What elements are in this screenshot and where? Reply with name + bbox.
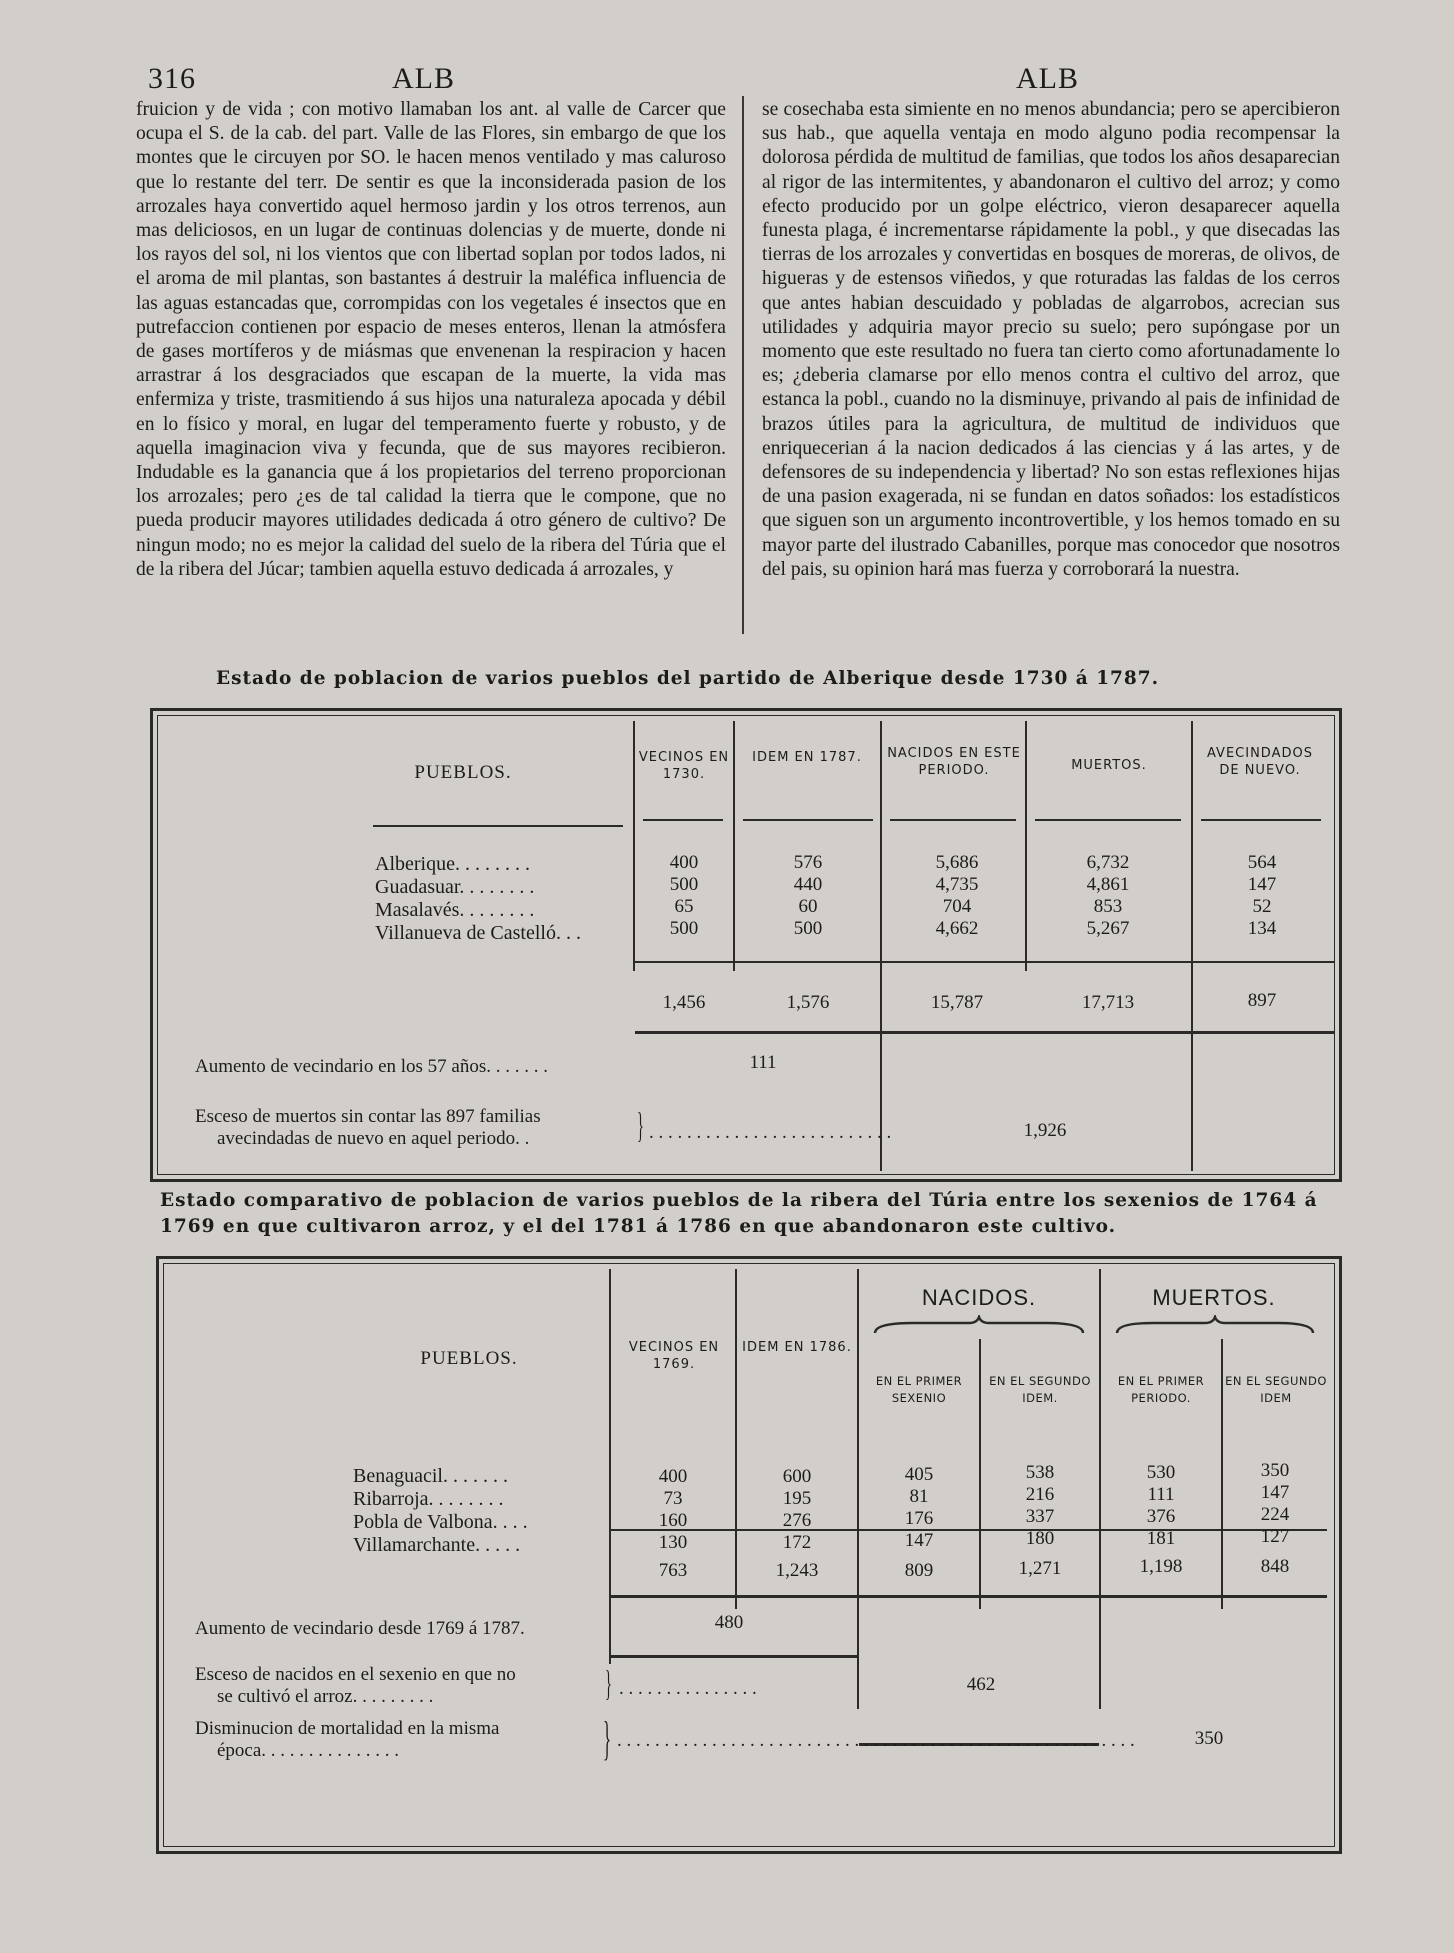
table2-esceso-dots: . . . . . . . . . . . . . . . (619, 1678, 757, 1699)
table2-cell-mue1: 181 (1146, 1528, 1176, 1549)
table2-header-nac-segun: EN EL SEGUNDO IDEM. (989, 1374, 1091, 1405)
table2-aumento-label: Aumento de vecindario desde 1769 á 1787. (195, 1618, 525, 1639)
table2-header-pueblos: PUEBLOS. (420, 1348, 518, 1369)
table1-header-rule (373, 825, 623, 827)
table2-brace-nacidos (873, 1315, 1085, 1337)
table1-cell-idem: 576 (793, 852, 823, 873)
table2-esceso-line1: Esceso de nacidos en el sexenio en que no (195, 1664, 516, 1685)
table2-header-mue-segun: EN EL SEGUNDO IDEM (1225, 1374, 1327, 1405)
table2-cell-nac1: 147 (904, 1530, 934, 1551)
table1-cell-muertos: 853 (1093, 896, 1123, 917)
table1-vline (1025, 721, 1027, 971)
table2-aumento-value: 480 (714, 1612, 744, 1633)
table2-rule (611, 1655, 857, 1658)
table1-header-vecinos: VECINOS EN 1730. (638, 750, 730, 782)
table1-cell-avecindados: 147 (1247, 874, 1277, 895)
table1-header-rule (743, 819, 873, 821)
table1-row-pueblo: Alberique. . . . . . . . (375, 853, 530, 875)
table1-cell-avecindados: 564 (1247, 852, 1277, 873)
table2-cell-idem: 172 (782, 1532, 812, 1553)
table2-row-pueblo: Pobla de Valbona. . . . (353, 1511, 528, 1533)
table2-cell-nac1: 81 (909, 1486, 929, 1507)
table1-cell-avecindados: 134 (1247, 918, 1277, 939)
table1-cell-idem: 500 (793, 918, 823, 939)
table1-rule (635, 1031, 1335, 1034)
table1-cell-vecinos: 500 (669, 874, 699, 895)
running-head-right: ALB (1016, 62, 1079, 95)
table2-dismin-line1: Disminucion de mortalidad en la misma (195, 1718, 500, 1739)
table1-header-avecindados: AVECINDADOS DE NUEVO. (1207, 746, 1313, 778)
table1-esceso-line2: avecindadas de nuevo en aquel periodo. . (217, 1128, 530, 1149)
table1-cell-vecinos: 65 (674, 896, 694, 917)
table1-header-rule (1201, 819, 1321, 821)
table2-row-pueblo: Benaguacil. . . . . . . (353, 1465, 508, 1487)
table1-cell-avecindados: 52 (1252, 896, 1272, 917)
table2-total-mue1: 1,198 (1139, 1556, 1183, 1577)
table2-header-vecinos: VECINOS EN 1769. (628, 1340, 720, 1372)
table2-header-nacidos: NACIDOS. (921, 1285, 1037, 1310)
running-head-left: ALB (392, 62, 455, 95)
table1-row-pueblo: Masalavés. . . . . . . . (375, 899, 535, 921)
table1-total-vecinos: 1,456 (662, 992, 706, 1013)
table2-cell-mue1: 376 (1146, 1506, 1176, 1527)
table1-vline (1191, 721, 1193, 1171)
table1-header-pueblos: PUEBLOS. (414, 762, 512, 783)
table1-header-nacidos: NACIDOS EN ESTE PERIODO. (887, 746, 1021, 778)
table2-cell-mue1: 530 (1146, 1462, 1176, 1483)
table1-rule (635, 961, 1335, 963)
table2-dismin-dots: . . . . . . . . . . . . . . . . . . . . . . . . . . . . . . . . . . . . . . . . . . . . . . . . . . . . . . . (617, 1730, 1135, 1751)
table2-cell-vecinos: 130 (658, 1532, 688, 1553)
paragraph-right: se cosechaba esta simiente en no menos abundancia; pero se apercibieron sus hab., que aquella ventaja en modo alguno podia recompensar la dolorosa pérdida de multitud de familias, que todos los años desaparecian al rigor de las intermitentes, y abandonaron el cultivo del arroz; y como efecto producido por un golpe eléctrico, vieron desaparecer aquella funesta plaga, é incrementarse rápidamente la pobl., y que disecadas las tierras de los arrozales y convertidas en bosques de moreras, de olivos, de higueras y de estensos viñedos, y que roturadas las faldas de los cerros que antes habian descuidado y pobladas de algarrobos, acrecian sus utilidades y adquiria mayor precio su suelo; pero supóngase por un momento que este resultado no fuera tan cierto como afortunadamente lo es; ¿deberia clamarse por ello menos contra el cultivo del arroz, que estanca la pobl., cuando no la disminuye, privando al pais de infinidad de brazos útiles para la agricultura, de multitud de individuos que enriquecerian á la nacion dedicados á las ciencias y á las artes, y de defensores de su independencia y libertad? No son estas reflexiones hijas de una pasion exagerada, ni se fundan en datos soñados: los estadísticos que siguen son un argumento incontrovertible, y los hemos tomado en su mayor parte del ilustrado Cabanilles, porque mas conocedor que nosotros del pais, su opinion hará mas fuerza y corroborará la nuestra. (762, 99, 1340, 580)
table2-row-pueblo: Villamarchante. . . . . (353, 1534, 521, 1556)
table2-title: Estado comparativo de poblacion de varios pueblos de la ribera del Túria entre los sexenios de 1764 á 1769 en que cultivaron arroz, y el del 1781 á 1786 en que abandonaron este cultivo. (160, 1190, 1318, 1237)
table1-total-muertos: 17,713 (1081, 992, 1135, 1013)
table2-row-pueblo: Ribarroja. . . . . . . . (353, 1488, 504, 1510)
table2-header-idem: IDEM EN 1786. (742, 1340, 852, 1355)
table2-cell-idem: 276 (782, 1510, 812, 1531)
table2-dismin-line2: época. . . . . . . . . . . . . . . (217, 1740, 400, 1761)
table1-header-rule (643, 819, 723, 821)
table1-cell-vecinos: 400 (669, 852, 699, 873)
table2-cell-mue2: 224 (1260, 1504, 1290, 1525)
table1-vline (733, 721, 735, 971)
table2-total-vecinos: 763 (658, 1560, 688, 1581)
table2-cell-mue2: 147 (1260, 1482, 1290, 1503)
table2-cell-nac1: 176 (904, 1508, 934, 1529)
table2-cell-nac2: 216 (1025, 1484, 1055, 1505)
table2-cell-mue2: 127 (1260, 1526, 1290, 1547)
table1-vline (880, 721, 882, 1171)
table2-brace-muertos (1115, 1315, 1315, 1337)
column-divider (742, 96, 744, 634)
table2-dismin-value: 350 (1194, 1728, 1224, 1749)
table2-cell-nac2: 337 (1025, 1506, 1055, 1527)
table1-cell-nacidos: 5,686 (935, 852, 979, 873)
table2-total-nac1: 809 (904, 1560, 934, 1581)
table1-title: Estado de poblacion de varios pueblos del partido de Alberique desde 1730 á 1787. (216, 668, 1160, 689)
table1-row-pueblo: Villanueva de Castelló. . . (375, 922, 581, 944)
table1-esceso-brace: } (637, 1105, 644, 1145)
table1-cell-nacidos: 4,735 (935, 874, 979, 895)
table2-total-idem: 1,243 (775, 1560, 819, 1581)
table2-total-nac2: 1,271 (1018, 1558, 1062, 1579)
table2-cell-vecinos: 160 (658, 1510, 688, 1531)
table2-vline (735, 1269, 737, 1609)
table1-cell-nacidos: 704 (942, 896, 972, 917)
text-column-right (762, 98, 1340, 582)
table1-cell-vecinos: 500 (669, 918, 699, 939)
table1-frame (150, 708, 1342, 1182)
table1-aumento-value: 111 (749, 1052, 777, 1073)
table2-esceso-brace: } (605, 1663, 612, 1703)
paragraph-left: fruicion y de vida ; con motivo llamaban los ant. al valle de Carcer que ocupa el S. de la cab. del part. Valle de las Flores, sin embargo de que los montes que le circuyen por SO. le hacen menos ventilado y mas caluroso que lo restante del terr. De sentir es que la inconsiderada pasion de los arrozales haya convertido aquel hermoso jardin y los otros terrenos, aun mas deliciosos, en un lugar de continuas dolencias y de muerte, donde ni los rayos del sol, ni los vientos que con libertad soplan por todos lados, ni el aroma de mil plantas, son bastantes á destruir la maléfica influencia de las aguas estancadas que, corrompidas con los vegetales é insectos que en putrefaccion contienen por espacio de meses enteros, llenan la atmósfera de gases mortíferos y de miásmas que envenenan la respiracion y hacen arrastrar á los desgraciados que escapan de la muerte, la vida mas enfermiza y triste, trasmitiendo á sus hijos una naturaleza apocada y débil en lo físico y moral, en lugar del temperamento fuerte y robusto, y de aquella imaginacion viva y fecunda, que de sus mayores recibieron. Indudable es la ganancia que á los propietarios del terreno proporcionan los arrozales; pero ¿es de tal calidad la tierra que le compone, que no pueda producir mayores utilidades dedicada á otro género de cultivo? De ningun modo; no es mejor la calidad del suelo de la ribera del Túria que el de la ribera del Júcar; tambien aquella estuvo dedicada á arrozales, y (136, 99, 726, 580)
table2-frame (156, 1256, 1342, 1854)
page-number: 316 (148, 62, 196, 95)
table2-cell-vecinos: 400 (658, 1466, 688, 1487)
table1-total-idem: 1,576 (786, 992, 830, 1013)
table1-header-muertos: MUERTOS. (1071, 758, 1147, 773)
table1-header-idem: IDEM EN 1787. (752, 750, 862, 765)
table1-cell-muertos: 5,267 (1086, 918, 1130, 939)
table2-cell-vecinos: 73 (663, 1488, 683, 1509)
table2-dismin-brace: } (603, 1712, 612, 1765)
table1-cell-idem: 60 (798, 896, 818, 917)
table2-cell-mue2: 350 (1260, 1460, 1290, 1481)
table2-total-mue2: 848 (1260, 1556, 1290, 1577)
table1-row-pueblo: Guadasuar. . . . . . . . (375, 876, 535, 898)
table2-header-mue-primer: EN EL PRIMER PERIODO. (1117, 1374, 1205, 1405)
table2-header-nac-primer: EN EL PRIMER SEXENIO (875, 1374, 963, 1405)
table1-total-avecindados: 897 (1247, 990, 1277, 1011)
table1-header-rule (890, 819, 1016, 821)
table1-cell-muertos: 4,861 (1086, 874, 1130, 895)
table2-cell-nac2: 180 (1025, 1528, 1055, 1549)
table1-total-nacidos: 15,787 (930, 992, 984, 1013)
table2-header-muertos: MUERTOS. (1152, 1285, 1276, 1310)
text-column-left (136, 98, 726, 582)
table1-esceso-line1: Esceso de muertos sin contar las 897 familias (195, 1106, 541, 1127)
table2-cell-idem: 195 (782, 1488, 812, 1509)
table2-rule (611, 1595, 1327, 1598)
table1-cell-nacidos: 4,662 (935, 918, 979, 939)
table1-esceso-value: 1,926 (1023, 1120, 1067, 1141)
table2-cell-mue1: 111 (1147, 1484, 1175, 1505)
table2-cell-nac1: 405 (904, 1464, 934, 1485)
table1-header-rule (1035, 819, 1181, 821)
table1-cell-muertos: 6,732 (1086, 852, 1130, 873)
table1-cell-idem: 440 (793, 874, 823, 895)
table2-esceso-value: 462 (966, 1674, 996, 1695)
table2-cell-idem: 600 (782, 1466, 812, 1487)
table1-esceso-dots: . . . . . . . . . . . . . . . . . . . . . . . . . . (649, 1122, 892, 1143)
table2-cell-nac2: 538 (1025, 1462, 1055, 1483)
table2-esceso-line2: se cultivó el arroz. . . . . . . . . (217, 1686, 434, 1707)
table1-aumento-label: Aumento de vecindario en los 57 años. . . . . . . (195, 1056, 549, 1077)
